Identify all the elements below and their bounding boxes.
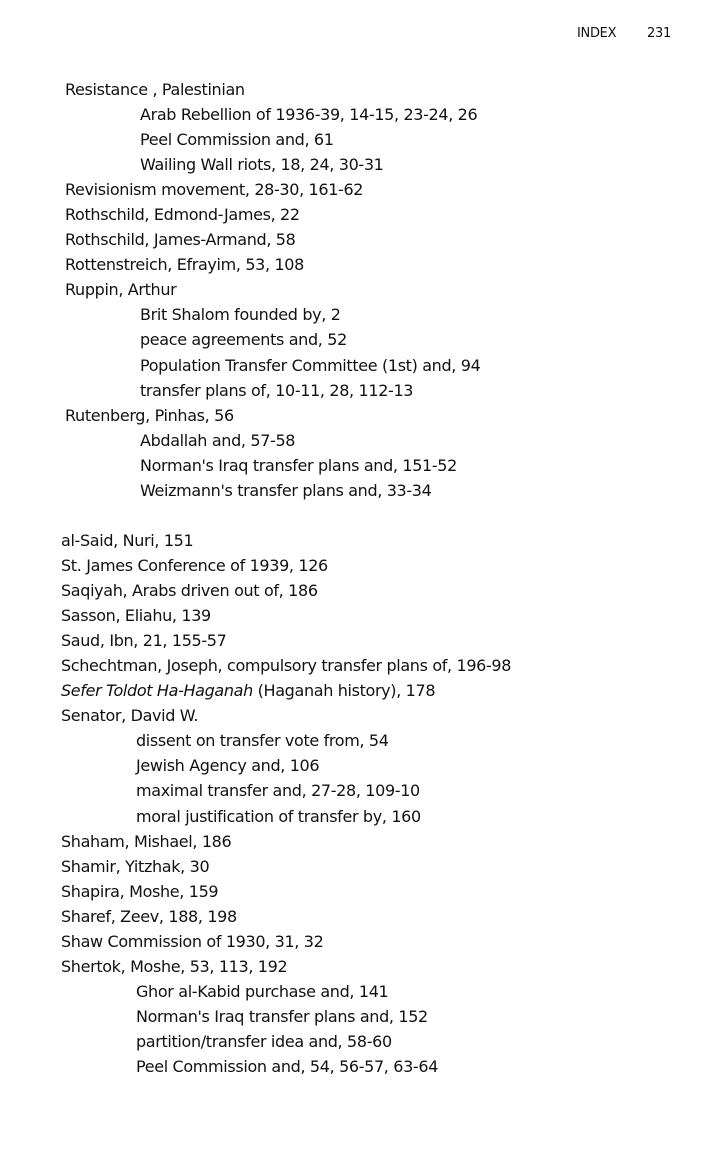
index-subentry <box>61 753 511 778</box>
index-entry <box>61 954 511 979</box>
index-entry <box>61 603 511 628</box>
index-entry-text: Sharef, Zeev, 188, 198 <box>61 906 237 926</box>
index-entry-text: Shertok, Moshe, 53, 113, 192 <box>61 956 288 976</box>
index-entry-text: Saqiyah, Arabs driven out of, 186 <box>61 581 318 601</box>
index-entry-text: peace agreements and, 52 <box>140 330 347 350</box>
index-subentry <box>65 127 480 152</box>
index-entry-text: Rothschild, Edmond-James, 22 <box>65 205 300 225</box>
index-subentry <box>65 353 480 378</box>
index-entry <box>61 678 511 703</box>
index-entry-text: St. James Conference of 1939, 126 <box>61 556 328 576</box>
index-entry-text: Senator, David W. <box>61 706 199 726</box>
index-entry <box>61 528 511 553</box>
index-entry <box>61 829 511 854</box>
index-entry-text: (Haganah history), 178 <box>252 681 436 701</box>
index-subentry <box>65 453 480 478</box>
index-subentry <box>65 327 480 352</box>
index-subentry <box>61 804 511 829</box>
index-subentry <box>65 102 480 127</box>
index-entry <box>65 252 480 277</box>
index-entry-text: dissent on transfer vote from, 54 <box>136 731 389 751</box>
index-subentry <box>65 152 480 177</box>
index-entry-text: Revisionism movement, 28-30, 161-62 <box>65 180 364 200</box>
index-entry-text: Norman's Iraq transfer plans and, 151-52 <box>140 455 457 475</box>
index-entry <box>61 703 511 728</box>
index-block-s <box>61 528 511 1079</box>
index-entry-text: Shaw Commission of 1930, 31, 32 <box>61 931 324 951</box>
index-entry-text: Jewish Agency and, 106 <box>136 756 320 776</box>
index-entry <box>61 578 511 603</box>
index-entry-text: Ghor al-Kabid purchase and, 141 <box>136 981 389 1001</box>
index-entry-text: Wailing Wall riots, 18, 24, 30-31 <box>140 155 384 175</box>
index-entry-text: al-Said, Nuri, 151 <box>61 531 194 550</box>
index-entry-text: Arab Rebellion of 1936-39, 14-15, 23-24, 26 <box>140 105 478 125</box>
index-entry <box>65 403 480 428</box>
index-entry <box>61 628 511 653</box>
index-subentry <box>65 378 480 403</box>
index-entry-text: Shaham, Mishael, 186 <box>61 831 232 851</box>
index-entry-title: Sefer Toldot Ha-Haganah <box>61 681 253 701</box>
index-entry-text: moral justification of transfer by, 160 <box>136 806 421 826</box>
index-entry-text: Abdallah and, 57-58 <box>140 430 296 450</box>
index-block-r <box>65 77 480 503</box>
index-entry-text: Saud, Ibn, 21, 155-57 <box>61 631 227 651</box>
index-subentry <box>65 478 480 503</box>
index-entry-text: Schechtman, Joseph, compulsory transfer plans of, 196-98 <box>61 656 512 676</box>
index-subentry <box>61 1054 511 1079</box>
index-entry <box>65 277 480 302</box>
index-entry-text: Rutenberg, Pinhas, 56 <box>65 405 234 425</box>
index-entry <box>65 177 480 202</box>
index-entry <box>65 77 480 102</box>
index-subentry <box>61 728 511 753</box>
index-entry-text: Weizmann's transfer plans and, 33-34 <box>140 480 432 500</box>
index-entry-text: Population Transfer Committee (1st) and, 94 <box>140 355 481 375</box>
index-entry-text: Shapira, Moshe, 159 <box>61 881 219 901</box>
index-entry-text: Shamir, Yitzhak, 30 <box>61 856 210 876</box>
index-entry-text: transfer plans of, 10-11, 28, 112-13 <box>140 380 414 400</box>
index-entry <box>61 553 511 578</box>
index-entry-text: Resistance , Palestinian <box>65 80 245 99</box>
index-entry-text: Peel Commission and, 61 <box>140 130 334 150</box>
index-subentry <box>61 1004 511 1029</box>
index-subentry <box>65 428 480 453</box>
index-subentry <box>61 979 511 1004</box>
index-entry <box>61 653 511 678</box>
index-entry <box>61 904 511 929</box>
index-entry-text: Ruppin, Arthur <box>65 280 177 300</box>
page-number: 231 <box>647 26 671 41</box>
index-subentry <box>65 302 480 327</box>
index-entry <box>61 854 511 879</box>
index-entry <box>65 202 480 227</box>
index-entry <box>61 879 511 904</box>
index-entry <box>61 929 511 954</box>
index-subentry <box>61 778 511 803</box>
index-entry-text: Peel Commission and, 54, 56-57, 63-64 <box>136 1056 439 1076</box>
index-entry-text: Norman's Iraq transfer plans and, 152 <box>136 1006 428 1026</box>
index-subentry <box>61 1029 511 1054</box>
index-entry-text: maximal transfer and, 27-28, 109-10 <box>136 781 420 801</box>
index-entry-text: Rothschild, James-Armand, 58 <box>65 230 296 250</box>
index-entry-text: Rottenstreich, Efrayim, 53, 108 <box>65 255 304 275</box>
running-header-section: INDEX <box>577 26 617 41</box>
index-entry-text: partition/transfer idea and, 58-60 <box>136 1031 392 1051</box>
index-entry <box>65 227 480 252</box>
index-entry-text: Brit Shalom founded by, 2 <box>140 305 341 325</box>
index-entry-text: Sasson, Eliahu, 139 <box>61 606 211 626</box>
